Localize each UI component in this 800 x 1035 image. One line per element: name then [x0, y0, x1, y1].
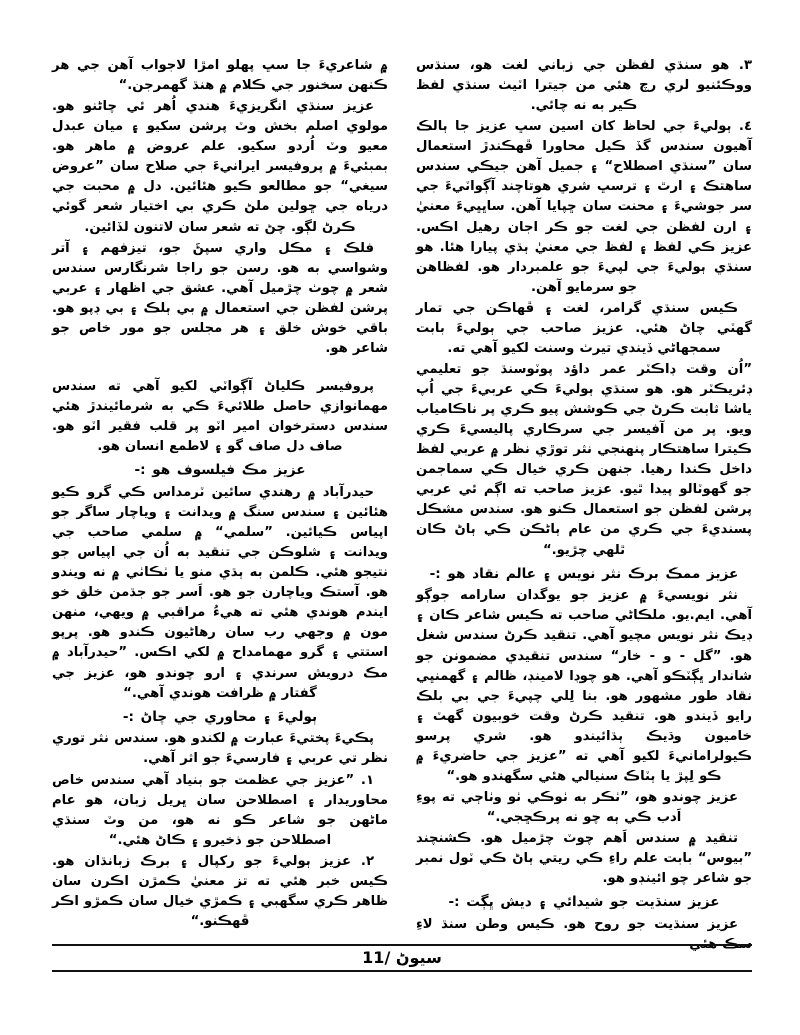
quote-block-teerath-vasant: ”اُن وقت ڊاڪٽر عمر داؤد پوٽوسنڌ جو تعليمي ڊئريڪٽر هو. هو سنڌي ٻوليءَ ڪي عربيءَ جي اُپ ياشا ثابت ڪرڻ جي ڪوشش پيو ڪري پر ناڪامياب ويو. پر من آفيسر جي سرڪاري پاليسيءَ ڪري ڪيترا ساهتڪار پنهنجي نثر توڙي نظر ۾ عربي لفظ داخل ڪندا رهيا. جنهن ڪري خيال ڪي سماجمن جو گهوٽالو پيدا ٿيو. عزيز صاحب ته اڳم ئي عربي پرشن لفظن جو استعمال ڪنو هو. سندس مشڪل پسنديءَ جي ڪري من عام ٻاڻڪن ڪي ٻاڻ ڪان ٿلهي چڙيو.“: [416, 361, 752, 558]
paragraph-poetics: فلڪ ۽ مڪل واري سپڻَ جو، تيزفهم ۽ آتر وشواسي به هو. رسن جو راجا شرنگارس سندس شعر ۾ چوٺ چڙميل آهي. عشق جي اظهار ۽ عربي پرشن لفظن جي استعمال ۾ بي ٻلڪ ۽ بي ڊپو هو. باقي خوش خلق ۽ هر مجلس جو مور خاص جو شاعر هو.: [52, 240, 388, 356]
paragraph-grammar-lexicon: ڪيس سنڌي گرامر، لغت ۽ ڦهاڪن جي تمار گهٽي چاڻ هئي. عزيز صاحب جي ٻوليءَ بابت سمجهاڻي ڏيندي تيرٺ وسنت لکيو آهي ته.: [416, 300, 752, 356]
paragraph-languages: عزيز سنڌي انگريزيءَ هندي اُهر ئي چاڻنو هو. مولوي اصلم بخش وٽ پرشن سکيو ۽ ميان عبدل معيو وٽ اُردو سکيو. علم عروض ۾ ماهر هو. بمبئيءَ ۾ پروفيسر ايرانيءَ جي صلاح سان ”عروض سيغي“ جو مطالعو ڪيو هئائين. دل ۾ محبت جي درياه جي ڇولين ملڻ ڪري بي اختيار شعر گوئي ڪرڻ لڳو. چڻ ته شعر سان لاتنون لڏائين.: [52, 99, 388, 235]
paragraph-spacer: [52, 360, 388, 377]
heading-aziz-sindhiat-patriot: عزيز سنڌيت جو شيدائي ۽ ديش ڀڳت :-: [448, 894, 720, 911]
numbered-item-3: ٣. هو سنڌي لفظن جي زباني لغت هو، سنڌس ووڪئنيو لري رچ هئي من جيترا اٽيٺ سنڌي لفظ ڪير به نه چائي.: [416, 58, 752, 114]
paragraph-prose-style: پڪيءَ پختيءَ عبارت ۾ لکندو هو. سندس نثر توري نظر تي عربي ۽ فارسيءَ جو اثر آهي.: [52, 731, 388, 767]
numbered-item-2: ٢. عزيز ٻوليءَ جو رکپال ۽ برڪ زبانڌان هو. ڪيس خبر هئي ته تز معنيٰ ڪمڙن اڪرن سان ظاهر ڪري سگهبي ۽ ڪمڙي خيال سان ڪمڙو اڪر ڦهڪنو.“: [52, 853, 388, 929]
paragraph-hyderabad-guru: حيدرآباد ۾ رهندي سائين ٽرمداس ڪي گرو ڪيو هئائين ۽ سندس سنگ ۾ ويدانت ۽ وياچار ساگر جو اپياس ڪيائين. ”سلمي“ ۾ سلمي صاحب جي ويدانت ۽ شلوڪن جي تنقيد به اُن جي اپياس جو نتيجو هئي. ڪلمن به ٻڌي منو يا ٺڪاٺي ۾ نه ويندو هو. آستڪ وياچارن جو هو. اَسر جو جڌمن خلق خو ايندم هوندي هئي ته هيءُ مراقبي ۾ ويهي، منهن مون ۾ وجهي رب سان رهاڻيون ڪندو هو. پرپو استتي ۽ گرو مهمامداح ۾ لکي اڪس. ”حيدرآباد ۾ مڪ درويش سرندي ۽ ارو چوندو هو، عزيز جي گفتار ۾ ظرافت هوندي آهي.“: [52, 484, 388, 701]
footer-rule-bottom: [52, 970, 752, 972]
two-column-text-body: [52, 56, 752, 953]
paragraph-criticism-bewas: تنقيد ۾ سندس اَهم چوٽ چڙميل هو. ڪشنچند ”بيوس“ بابت علم راءِ ڪي ريتي ٻاڻ ڪي ٽول نمبر جو شاعر چو ائينڊو هو.: [416, 831, 752, 887]
right-column: [52, 56, 388, 933]
heading-language-idiom: ٻوليءَ ۽ محاوري جي چاڻ :-: [122, 708, 318, 725]
left-column: [416, 56, 752, 956]
numbered-item-1: ١. ”عزيز جي عظمت جو بنياد آهي سندس خاص محاوريدار ۽ اصطلاحن سان ڀريل زبان، هو عام ماڻهن جو شاعر ڪو نه هو، من وٽ سنڌي اصطلاحن جو ذخيرو ۽ ڪاڻ هئي.“: [52, 772, 388, 848]
footer-folio: سيوڻ /11: [362, 948, 442, 967]
paragraph-quote-continuation: ۾ شاعريءَ جا سڀ پهلو امڙا لاجواب آهن جي هر ڪنهن سخنور جي ڪلام ۾ هنڌ گهمرجن.“: [52, 58, 388, 94]
paragraph-prose-criticism: نثر نويسيءَ ۾ عزيز جو يوگدان سارامه جوڳو آهي. ايم.يو. ملڪاڻي صاحب ته ڪيس شاعر ڪان ۽ ڊيڪ نثر نويس مچيو آهي. تنقيد ڪرڻ سندس شغل هو. ”گل - و - خار“ سندس تنقيدي مضمونن جو شاندار ڀڳٽڪو آهي. هو چوڊا لامينڊ، ظالم ۽ گهمنڀي نقاد طور مشهور هو. بنا لِلي چپيءَ جي بي بلڪ رايو ڏيندو هو. تنقيد ڪرڻ وقت خوبيون گهٽ ۽ خاميون وڌيڪ ٻڌائيندو هو. شري پرسو ڪيولرامانيءَ لکيو آهي ته ”عزيز جي حاضريءَ ۾ ڪو لِپڙ يا ٻٽاڪ سنيالي هئي سگهندو هو.“: [416, 588, 752, 784]
numbered-item-4: ٤. ٻوليءَ جي لحاظ کان اسين سڀ عزيز جا ٻالڪ آهيون سندس گڏ ڪيل محاورا ڦهڪندڙ استعمال سان ”سنڌي اصطلاح“ ۽ جميل آهن جيڪي سندس ساهتڪ ۽ ارٿ ۽ ترسڀ شري هوتاچند آڳواٽيءَ جي سر جوشيءَ ۽ محنت سان ڇپايا آهن. ساڀڀيءَ معنيٰ ۽ ارن لفظن جي لغت جو ڪر اجان رهيل اڪس. عزيز ڪي لفظ ۽ لفظ جي معنيٰ ٻڌي پيارا هئا. هو سنڌي ٻوليءَ جي لپيءَ جو علمبردار هو. لفظاهن جو سرمايو آهن.: [416, 119, 752, 295]
paragraph-professor-kalyan: پروفيسر ڪلياڻ آڳواٽي لکيو آهي ته سندس مهمانوازي حاصل طلائيءَ ڪي به شرمائيندڙ هئي سندس دسترخوان امير اٽو پر قلب فقير اٽو هو. صاف دل صاف گو ۽ لاطمع انسان هو.: [52, 378, 388, 455]
heading-aziz-prose-writer: عزيز ممڪ برڪ نثر نويس ۽ عالم نقاد هو :-: [429, 565, 739, 582]
paragraph-aziz-saying: عزيز چوندو هو، ”ٺڪر به ٺوڪي ٺو وٺاڄي ته پوءِ اَدب ڪي ٻه چو نه پرڪڇجي.“: [416, 789, 738, 825]
paragraph-sindhiat-soul: عزيز سنڌيت جو روح هو. ڪيس وطن سنڌ لاءِ سڪ هئي: [416, 917, 752, 953]
heading-aziz-philosopher: عزيز مڪ فيلسوف هو :-: [134, 462, 306, 479]
page-footer: [52, 944, 752, 988]
